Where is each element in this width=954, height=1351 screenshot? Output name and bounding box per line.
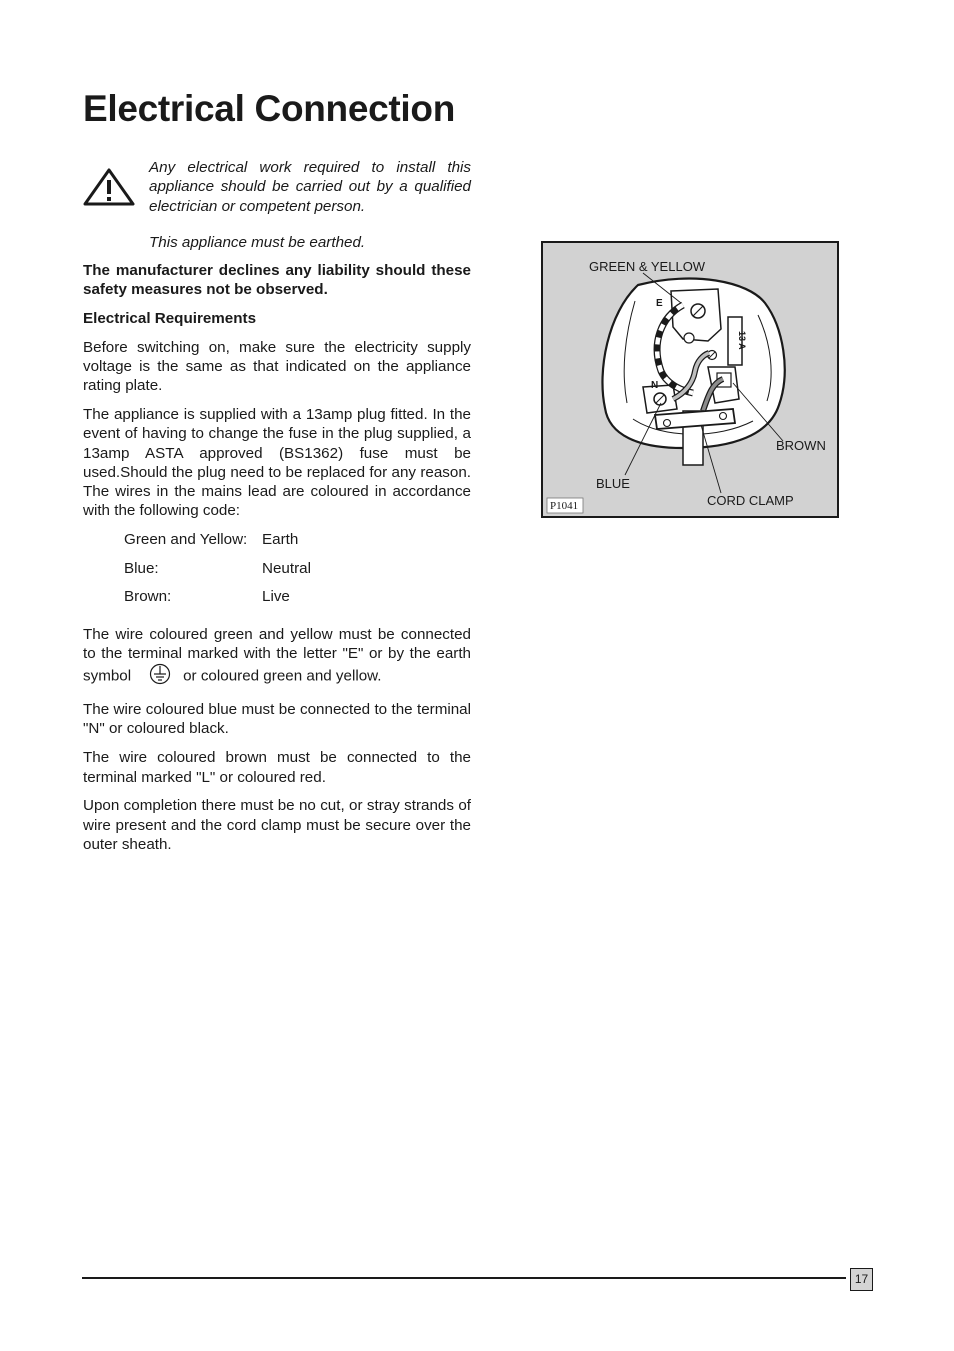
- label-green-yellow: GREEN & YELLOW: [589, 259, 706, 274]
- label-terminal-e: E: [656, 298, 663, 309]
- requirements-paragraph-2: The appliance is supplied with a 13amp plug fitted. In the event of having to change the fuse in the plug supplied, a 13amp ASTA approved (BS1362) fuse must be used.Should the plug need to be replaced for any reason. The wires in the mains lead are coloured in accordance with the following code:: [83, 405, 471, 520]
- code-meaning: Neutral: [262, 559, 311, 577]
- requirements-paragraph-1: Before switching on, make sure the electricity supply voltage is the same as that indicated on the appliance rating plate.: [83, 338, 471, 395]
- footer-rule: [82, 1277, 846, 1279]
- requirements-heading: Electrical Requirements: [83, 309, 257, 327]
- liability-statement: The manufacturer declines any liability should these safety measures not be observed.: [83, 261, 471, 298]
- brown-wire-instruction: The wire coloured brown must be connected to the terminal marked "L" or coloured red.: [83, 749, 471, 786]
- warning-triangle-icon: [83, 158, 149, 211]
- earthed-note: This appliance must be earthed.: [149, 234, 366, 252]
- figure-reference: P1041: [550, 500, 579, 512]
- code-colour: Blue:: [124, 559, 159, 577]
- warning-text: Any electrical work required to install this appliance should be carried out by a qualified electrician or competent person.: [149, 159, 471, 215]
- earth-wire-instruction: [83, 625, 471, 691]
- page-title: Electrical Connection: [83, 88, 456, 129]
- earth-wire-text-b: or coloured green and yellow.: [183, 668, 382, 686]
- completion-instruction: Upon completion there must be no cut, or stray strands of wire present and the cord clamp must be secure over the outer sheath.: [83, 797, 471, 853]
- earth-symbol-icon: [149, 663, 171, 690]
- plug-wiring-diagram: [541, 241, 839, 518]
- code-meaning: Earth: [262, 531, 299, 549]
- label-blue: BLUE: [596, 476, 630, 491]
- page-number: 17: [850, 1268, 873, 1291]
- wire-colour-code-list: [124, 530, 471, 616]
- label-cord-clamp: CORD CLAMP: [707, 493, 794, 508]
- label-terminal-n: N: [651, 380, 659, 391]
- text-column: [83, 158, 471, 864]
- code-row-neutral: [124, 559, 471, 588]
- warning-block: [83, 158, 471, 225]
- blue-wire-instruction: The wire coloured blue must be connected to the terminal "N" or coloured black.: [83, 701, 471, 738]
- code-meaning: Live: [262, 588, 290, 606]
- earth-wire-text-a: The wire coloured green and yellow must be connected to the terminal marked with the letter "E" or by the earth symbol: [83, 625, 471, 686]
- code-row-earth: [124, 530, 471, 559]
- code-colour: Green and Yellow:: [124, 531, 248, 549]
- label-brown: BROWN: [776, 438, 826, 453]
- code-colour: Brown:: [124, 588, 172, 606]
- label-fuse-rating: 13 A: [737, 331, 747, 350]
- code-row-live: [124, 587, 471, 616]
